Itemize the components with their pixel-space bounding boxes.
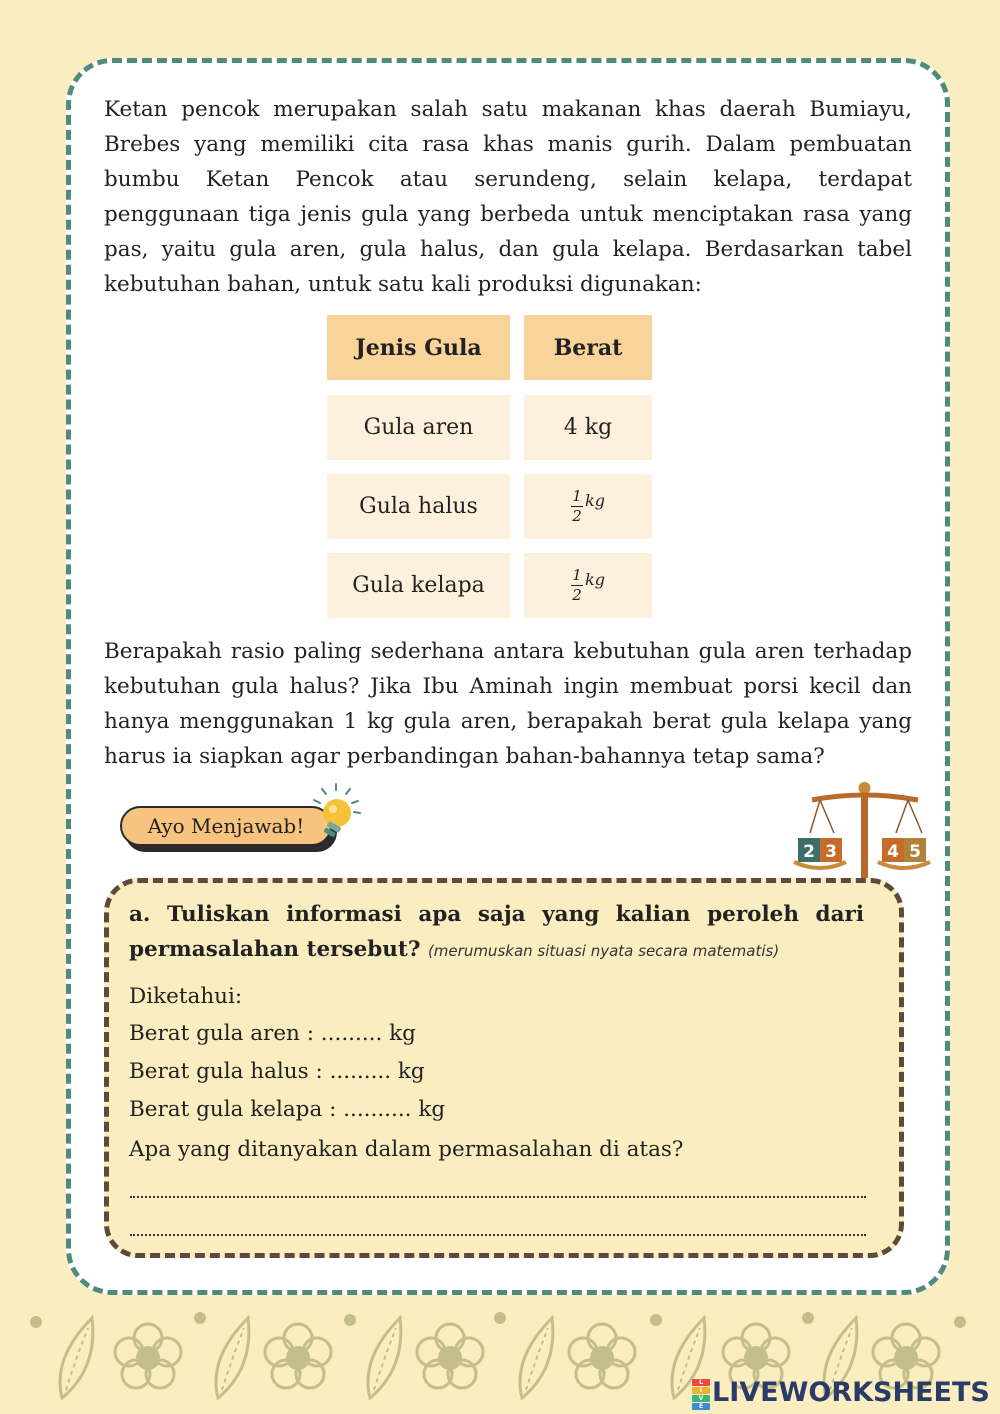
weight-unit: kg: [585, 491, 605, 510]
logo-letter: L: [692, 1379, 710, 1386]
fraction: [571, 488, 583, 525]
intro-paragraph: Ketan pencok merupakan salah satu makanan khas daerah Bumiayu, Brebes yang memiliki cita rasa khas manis gurih. Dalam pembuatan bumbu Ketan Pencok atau serundeng, selain kelapa, terdapat penggunaan tiga jenis gula yang berbeda untuk menciptakan rasa yang pas, yaitu gula aren, gula halus, dan gula kelapa. Berdasarkan tabel kebutuhan bahan, untuk satu kali produksi digunakan:: [104, 97, 912, 297]
logo-letter: V: [692, 1395, 710, 1402]
table-cell-weight: 4 kg: [524, 395, 652, 460]
weight-unit: kg: [585, 570, 605, 589]
fraction-denominator: 2: [572, 507, 582, 525]
fraction: [571, 567, 583, 604]
brand-name: LIVEWORKSHEETS: [712, 1376, 990, 1408]
answer-hint: (merumuskan situasi nyata secara matematis): [427, 942, 780, 960]
table-cell-weight: [524, 553, 652, 618]
scale-number: 2: [803, 842, 815, 862]
scale-number: 5: [909, 842, 921, 862]
table-header-jenis-gula: Jenis Gula: [327, 315, 510, 380]
answer-question-text: a. Tuliskan informasi apa saja yang kalian peroleh dari permasalahan tersebut?: [129, 902, 864, 962]
diketahui-label: Diketahui:: [129, 984, 243, 1009]
scale-number: 3: [825, 842, 837, 862]
answer-question: [129, 897, 864, 969]
fraction-numerator: 1: [572, 566, 582, 584]
answer-line-aren[interactable]: Berat gula aren : ......... kg: [129, 1021, 416, 1046]
liveworksheets-brand: [692, 1374, 990, 1410]
logo-letter: I: [692, 1387, 710, 1394]
answer-line-halus[interactable]: Berat gula halus : ......... kg: [129, 1059, 425, 1084]
answer-input-line-2[interactable]: [130, 1234, 866, 1236]
table-cell-weight: [524, 474, 652, 539]
table-cell-name: Gula kelapa: [327, 553, 510, 618]
table-header-berat: Berat: [524, 315, 652, 380]
answer-input-line-1[interactable]: [130, 1196, 866, 1198]
logo-letter: E: [692, 1403, 710, 1410]
table-cell-name: Gula aren: [327, 395, 510, 460]
liveworksheets-logo-icon: [692, 1378, 710, 1410]
fraction-numerator: 1: [572, 487, 582, 505]
ayo-menjawab-badge: Ayo Menjawab!: [120, 806, 332, 846]
question-paragraph: Berapakah rasio paling sederhana antara kebutuhan gula aren terhadap kebutuhan gula halus? Jika Ibu Aminah ingin membuat porsi kecil dan hanya menggunakan 1 kg gula aren, berapakah berat gula kelapa yang harus ia siapkan agar perbandingan bahan-bahannya tetap sama?: [104, 639, 912, 769]
table-cell-name: Gula halus: [327, 474, 510, 539]
fraction-denominator: 2: [572, 586, 582, 604]
scale-number: 4: [887, 842, 899, 862]
lightbulb-icon: [300, 780, 366, 846]
answer-line-kelapa[interactable]: Berat gula kelapa : .......... kg: [129, 1097, 446, 1122]
asked-question: Apa yang ditanyakan dalam permasalahan di atas?: [129, 1137, 684, 1162]
